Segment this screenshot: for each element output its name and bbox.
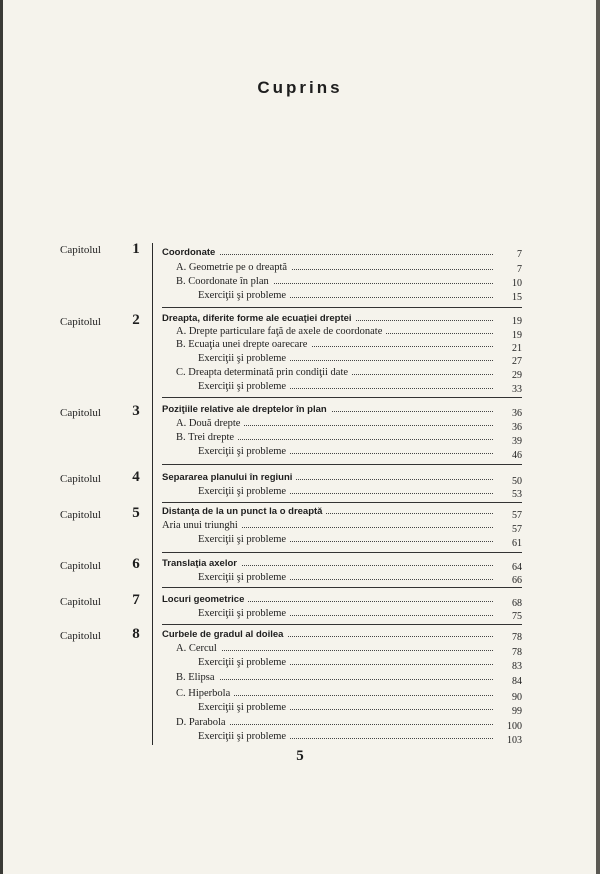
toc-page-number: 21 (512, 343, 522, 354)
page-number-footer: 5 (296, 748, 304, 764)
toc-page-number: 68 (512, 598, 522, 609)
chapter-label: Capitolul (60, 509, 101, 521)
entry-text: A. Două drepte (176, 418, 244, 429)
chapter-label: Capitolul (60, 630, 101, 642)
page-edge-left (0, 0, 3, 874)
entry-text: B. Ecuaţia unei drepte oarecare (176, 339, 311, 350)
toc-entry-chapter-heading[interactable] (162, 558, 493, 569)
entry-text: D. Parabola (176, 717, 230, 728)
toc-entry[interactable] (176, 418, 493, 429)
toc-page-number: 57 (512, 510, 522, 521)
entry-text: Exerciţii şi probleme (198, 702, 290, 713)
toc-entry[interactable] (198, 534, 493, 545)
section-rule (162, 552, 522, 553)
toc-page-number: 7 (517, 249, 522, 260)
toc-entry-chapter-heading[interactable] (162, 506, 493, 517)
entry-text: Exerciţii şi probleme (198, 353, 290, 364)
chapter-label: Capitolul (60, 316, 101, 328)
entry-text: Coordonate (162, 247, 219, 258)
page-title: Cuprins (257, 78, 343, 97)
toc-page-number: 57 (512, 524, 522, 535)
entry-text: B. Trei drepte (176, 432, 238, 443)
section-rule (162, 624, 522, 625)
entry-text: Dreapta, diferite forme ale ecuaţiei dreptei (162, 313, 356, 324)
entry-text: Exerciţii şi probleme (198, 572, 290, 583)
toc-entry[interactable] (176, 717, 493, 728)
toc-page-number: 19 (512, 316, 522, 327)
entry-text: B. Coordonate în plan (176, 276, 273, 287)
toc-page-number: 33 (512, 384, 522, 395)
toc-page-number: 46 (512, 450, 522, 461)
toc-entry[interactable] (198, 702, 493, 713)
toc-page-number: 83 (512, 661, 522, 672)
toc-entry[interactable] (176, 326, 493, 337)
toc-page-number: 66 (512, 575, 522, 586)
toc-page-number: 36 (512, 422, 522, 433)
toc-entry[interactable] (198, 486, 493, 497)
section-rule (162, 464, 522, 465)
page-edge-right (596, 0, 600, 874)
section-rule (162, 397, 522, 398)
chapter-number: 6 (132, 556, 140, 572)
toc-page-number: 90 (512, 692, 522, 703)
entry-text: Exerciţii şi probleme (198, 381, 290, 392)
entry-text: C. Dreapta determinată prin condiţii date (176, 367, 352, 378)
toc-page-number: 36 (512, 408, 522, 419)
toc-page-number: 100 (507, 721, 522, 732)
toc-entry[interactable] (176, 262, 493, 273)
toc-entry-chapter-heading[interactable] (162, 404, 493, 415)
entry-text: Exerciţii şi probleme (198, 657, 290, 668)
toc-page-number: 53 (512, 489, 522, 500)
entry-text: Exerciţii şi probleme (198, 446, 290, 457)
entry-text: A. Geometrie pe o dreaptă (176, 262, 291, 273)
entry-text: Poziţiile relative ale dreptelor în plan (162, 404, 331, 415)
toc-page-number: 15 (512, 292, 522, 303)
toc-page-number: 61 (512, 538, 522, 549)
chapter-label: Capitolul (60, 473, 101, 485)
chapter-number: 7 (132, 592, 140, 608)
toc-entry-chapter-heading[interactable] (162, 313, 493, 324)
toc-entry[interactable] (176, 643, 493, 654)
chapter-number: 3 (132, 403, 140, 419)
entry-text: Aria unui triunghi (162, 520, 242, 531)
chapter-number: 5 (132, 505, 140, 521)
entry-text: Exerciţii şi probleme (198, 534, 290, 545)
toc-entry[interactable] (198, 446, 493, 457)
toc-page-number: 10 (512, 278, 522, 289)
chapter-number: 4 (132, 469, 140, 485)
toc-entry[interactable] (198, 731, 493, 742)
entry-text: Translaţia axelor (162, 558, 241, 569)
toc-page-number: 84 (512, 676, 522, 687)
section-rule (162, 307, 522, 308)
toc-entry[interactable] (176, 432, 493, 443)
toc-page-number: 75 (512, 611, 522, 622)
toc-entry[interactable] (198, 657, 493, 668)
toc-page-number: 99 (512, 706, 522, 717)
chapter-number: 1 (132, 241, 140, 257)
toc-page-number: 103 (507, 735, 522, 746)
entry-text: Exerciţii şi probleme (198, 486, 290, 497)
chapter-number: 8 (132, 626, 140, 642)
toc-entry[interactable] (176, 367, 493, 378)
chapter-number: 2 (132, 312, 140, 328)
toc-entry[interactable] (198, 608, 493, 619)
toc-entry-chapter-heading[interactable] (162, 247, 493, 258)
toc-entry[interactable] (198, 572, 493, 583)
entry-text: Exerciţii şi probleme (198, 290, 290, 301)
toc-entry[interactable] (176, 339, 493, 350)
entry-text: Distanţa de la un punct la o dreaptă (162, 506, 326, 517)
chapter-label: Capitolul (60, 244, 101, 256)
toc-entry[interactable] (198, 353, 493, 364)
toc-page-number: 64 (512, 562, 522, 573)
toc-entry[interactable] (162, 520, 493, 531)
toc-entry[interactable] (176, 688, 493, 699)
chapter-label: Capitolul (60, 596, 101, 608)
toc-page-number: 7 (517, 264, 522, 275)
toc-page-number: 50 (512, 476, 522, 487)
entry-text: C. Hiperbola (176, 688, 234, 699)
section-rule (162, 587, 522, 588)
toc-entry-chapter-heading[interactable] (162, 594, 493, 605)
entry-text: Exerciţii şi probleme (198, 731, 290, 742)
entry-text: Exerciţii şi probleme (198, 608, 290, 619)
chapter-label: Capitolul (60, 560, 101, 572)
toc-entry[interactable] (176, 672, 493, 683)
entry-text: A. Cercul (176, 643, 221, 654)
toc-entry[interactable] (198, 290, 493, 301)
toc-entry[interactable] (176, 276, 493, 287)
entry-text: Separarea planului în regiuni (162, 472, 296, 483)
toc-entry-chapter-heading[interactable] (162, 629, 493, 640)
toc-page-number: 19 (512, 330, 522, 341)
toc-page-number: 27 (512, 356, 522, 367)
toc-page-number: 39 (512, 436, 522, 447)
toc-entry-chapter-heading[interactable] (162, 472, 493, 483)
chapter-divider-line (152, 243, 153, 745)
entry-text: A. Drepte particulare faţă de axele de coordonate (176, 326, 386, 337)
toc-page-number: 29 (512, 370, 522, 381)
entry-text: Locuri geometrice (162, 594, 248, 605)
section-rule (162, 502, 522, 503)
entry-text: B. Elipsa (176, 672, 219, 683)
toc-page-number: 78 (512, 632, 522, 643)
chapter-label: Capitolul (60, 407, 101, 419)
entry-text: Curbele de gradul al doilea (162, 629, 287, 640)
toc-page-number: 78 (512, 647, 522, 658)
toc-entry[interactable] (198, 381, 493, 392)
